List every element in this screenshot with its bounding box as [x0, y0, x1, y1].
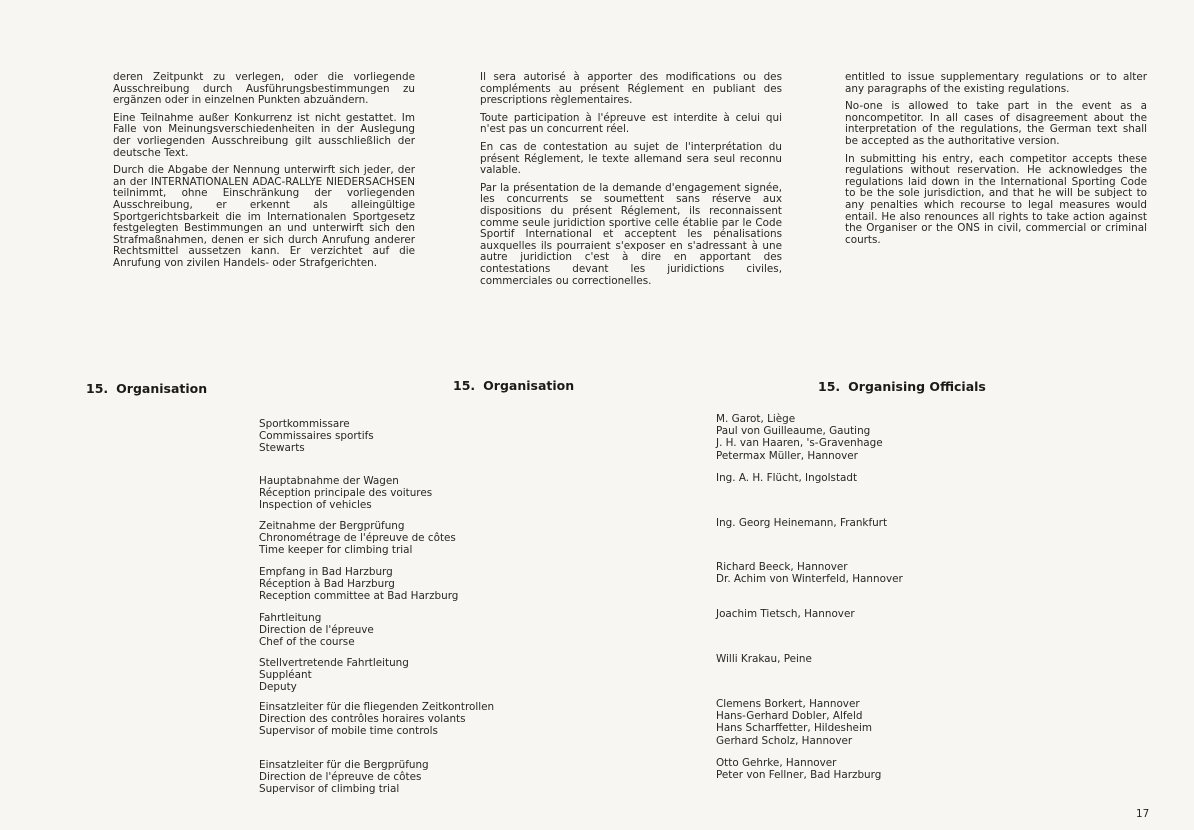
- official-name: Peter von Fellner, Bad Harzburg: [716, 769, 882, 782]
- official-name: Dr. Achim von Winterfeld, Hannover: [716, 573, 903, 586]
- role-label: Inspection of vehicles: [259, 499, 372, 512]
- role-label: Direction de l'épreuve: [259, 624, 374, 637]
- role-group: [259, 418, 374, 455]
- role-group: [259, 657, 409, 694]
- role-label: Deputy: [259, 681, 297, 694]
- role-label: Sportkommissare: [259, 418, 350, 430]
- english-text-column: [845, 72, 1147, 252]
- role-group: [259, 759, 429, 796]
- role-group: [259, 612, 374, 649]
- official-name: Otto Gehrke, Hannover: [716, 757, 837, 769]
- role-label: Direction des contrôles horaires volants: [259, 713, 466, 726]
- official-name: M. Garot, Liège: [716, 413, 796, 425]
- name-group: [716, 517, 887, 529]
- french-paragraph-3: En cas de contestation au sujet de l'interprétation du présent Réglement, le texte allemand sera seul reconnu valable.: [480, 140, 782, 177]
- official-name: J. H. van Haaren, 's-Gravenhage: [716, 437, 883, 450]
- role-label: Réception à Bad Harzburg: [259, 578, 395, 591]
- role-group: [259, 475, 432, 512]
- section-heading-german: [86, 381, 207, 396]
- official-name: Hans-Gerhard Dobler, Alfeld: [716, 710, 863, 723]
- section-title: Organising Officials: [848, 379, 986, 394]
- role-label: Einsatzleiter für die Bergprüfung: [259, 759, 429, 771]
- official-name: Ing. Georg Heinemann, Frankfurt: [716, 517, 888, 529]
- name-group: [716, 561, 903, 585]
- role-label: Chronométrage de l'épreuve de côtes: [259, 532, 456, 545]
- role-group: [259, 701, 494, 738]
- section-title: Organisation: [116, 381, 208, 396]
- role-label: Zeitnahme der Bergprüfung: [259, 520, 405, 532]
- german-paragraph-3: Durch die Abgabe der Nennung unterwirft sich jeder, der an der INTERNATIONALEN ADAC-RALLYE NIEDERSACHSEN teilnimmt, ohne Einschränkung der vorliegenden Ausschreibung, er erkennt als alleingültige Sportgerichtsbarkeit die im Internationalen Sportgesetz festgelegten Bestimmungen an und unterwirft sich den Strafmaßnahmen, denen er sich durch Anrufung anderer Rechtsmittel aussetzen kann. Er verzichtet auf die Anrufung von zivilen Handels- oder Strafgerichten.: [113, 164, 415, 269]
- german-text-column: [113, 72, 415, 276]
- official-name: Richard Beeck, Hannover: [716, 561, 848, 573]
- role-group: [259, 520, 456, 557]
- english-paragraph-3: In submitting his entry, each competitor accepts these regulations without reservation. He acknowledges the regulations laid down in the International Sporting Code to be the sole jurisdiction, and that he will be subject to any penalties which recourse to legal measures would entail. He also renounces all rights to take action against the Organiser or the ONS in civil, commercial or criminal courts.: [845, 152, 1147, 246]
- english-paragraph-1: entitled to issue supplementary regulations or to alter any paragraphs of the existing regulations.: [845, 71, 1147, 95]
- section-title: Organisation: [483, 378, 575, 393]
- role-label: Fahrtleitung: [259, 612, 322, 624]
- section-heading-french: [453, 378, 574, 393]
- role-label: Réception principale des voitures: [259, 487, 433, 500]
- official-name: Clemens Borkert, Hannover: [716, 698, 860, 710]
- role-label: Commissaires sportifs: [259, 430, 374, 443]
- role-group: [259, 566, 458, 603]
- role-label: Reception committee at Bad Harzburg: [259, 590, 459, 603]
- official-name: Hans Scharffetter, Hildesheim: [716, 722, 872, 735]
- french-text-column: [480, 72, 782, 293]
- name-group: [716, 653, 812, 665]
- english-paragraph-2: No-one is allowed to take part in the event as a noncompetitor. In all cases of disagreement about the interpretation of the regulations, the German text shall be accepted as the authoritative version.: [845, 100, 1147, 147]
- role-label: Supervisor of climbing trial: [259, 783, 400, 796]
- role-label: Suppléant: [259, 669, 312, 682]
- name-group: [716, 413, 883, 462]
- role-label: Time keeper for climbing trial: [259, 544, 413, 557]
- name-group: [716, 698, 872, 747]
- role-label: Hauptabnahme der Wagen: [259, 475, 399, 487]
- official-name: Petermax Müller, Hannover: [716, 449, 858, 462]
- french-paragraph-4: Par la présentation de la demande d'engagement signée, les concurrents se soumettent sans réserve aux dispositions du présent Réglement, ils reconnaissent comme seule juridiction sportive celle établie par le Code Sportif International et acceptent les pénalisations auxquelles ils pourraient s'exposer en s'adressant à une autre juridiction c'est à dire en apportant des contestations devant les juridictions civiles, commerciales ou correctionelles.: [480, 181, 782, 287]
- official-name: Gerhard Scholz, Hannover: [716, 734, 853, 747]
- name-group: [716, 608, 855, 620]
- section-number: 15.: [86, 381, 109, 396]
- name-group: [716, 472, 857, 484]
- french-paragraph-1: Il sera autorisé à apporter des modifications ou des compléments au présent Réglement en publiant des prescriptions règlementaires.: [480, 71, 782, 107]
- page-number: 17: [1136, 808, 1150, 820]
- official-name: Ing. A. H. Flücht, Ingolstadt: [716, 472, 858, 484]
- official-name: Willi Krakau, Peine: [716, 653, 812, 665]
- role-label: Stellvertretende Fahrtleitung: [259, 657, 409, 669]
- section-number: 15.: [818, 379, 841, 394]
- official-name: Joachim Tietsch, Hannover: [716, 608, 855, 620]
- role-label: Chef of the course: [259, 636, 355, 649]
- role-label: Supervisor of mobile time controls: [259, 725, 438, 738]
- french-paragraph-2: Toute participation à l'épreuve est interdite à celui qui n'est pas un concurrent réel.: [480, 111, 782, 136]
- german-paragraph-2: Eine Teilnahme außer Konkurrenz ist nicht gestattet. Im Falle von Meinungsverschiedenheiten in der Auslegung der vorliegenden Ausschreibung gilt ausschließlich der deutsche Text.: [113, 111, 415, 159]
- german-paragraph-1: deren Zeitpunkt zu verlegen, oder die vorliegende Ausschreibung durch Ausführungsbestimmungen zu ergänzen oder in einzelnen Punkten abzuändern.: [113, 71, 415, 107]
- section-heading-english: [818, 379, 986, 394]
- official-name: Paul von Guilleaume, Gauting: [716, 425, 871, 438]
- role-label: Direction de l'épreuve de côtes: [259, 771, 422, 784]
- role-label: Einsatzleiter für die fliegenden Zeitkontrollen: [259, 701, 495, 713]
- section-number: 15.: [453, 378, 476, 393]
- name-group: [716, 757, 881, 781]
- role-label: Empfang in Bad Harzburg: [259, 566, 393, 578]
- role-label: Stewarts: [259, 442, 305, 455]
